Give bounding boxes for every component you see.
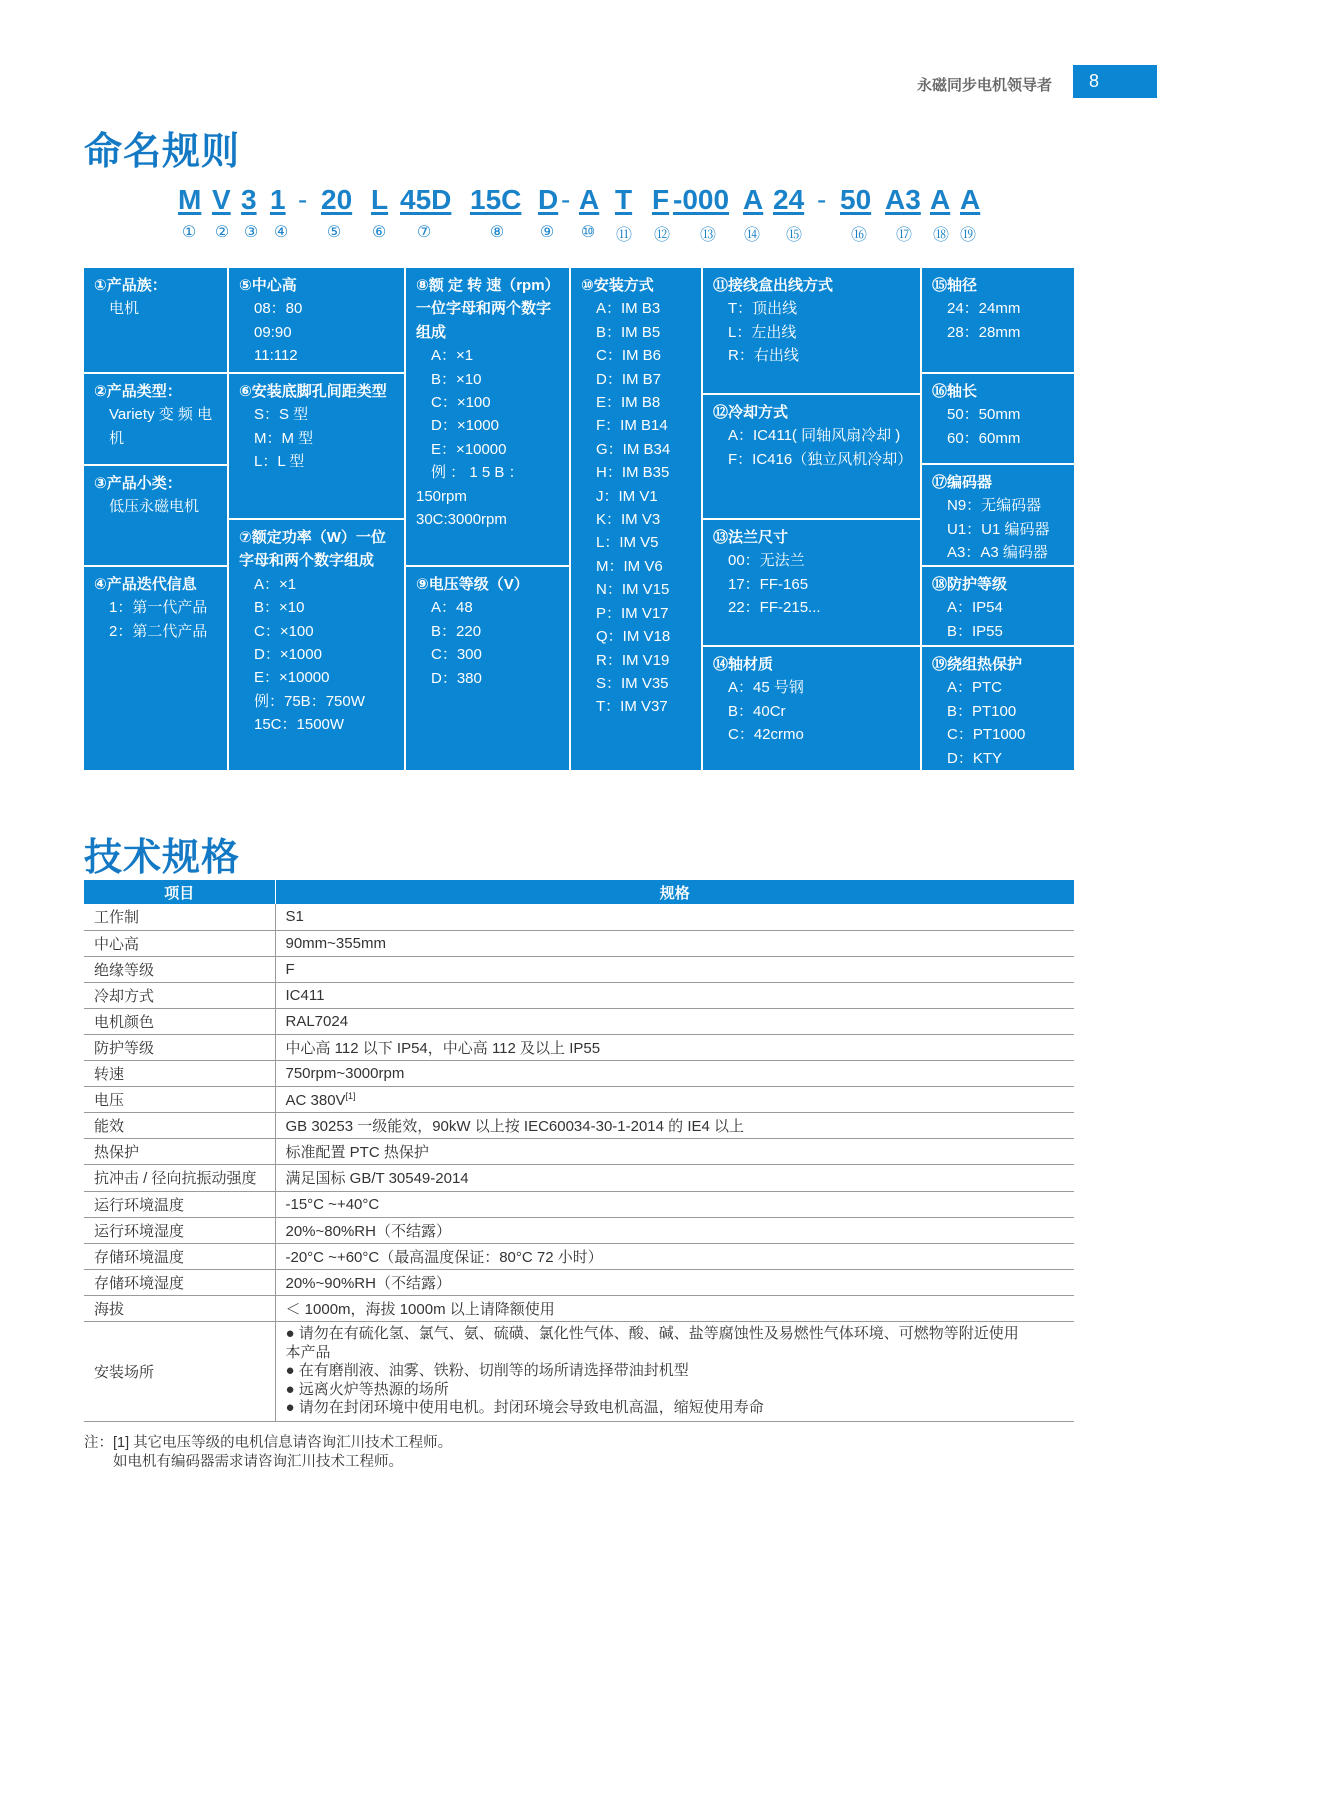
- code-part: A3: [885, 184, 921, 215]
- circled-number: ③: [243, 224, 259, 241]
- footnote-line: 注：[1] 其它电压等级的电机信息请咨询汇川技术工程师。: [84, 1435, 453, 1451]
- spec-item: 绝缘等级: [84, 956, 275, 982]
- spec-item: 能效: [84, 1113, 275, 1139]
- cell-line: T：顶出线: [728, 300, 798, 318]
- cell-line: A：×1: [254, 575, 297, 593]
- spec-item: 中心高: [84, 930, 275, 956]
- code-part: -000: [673, 184, 730, 215]
- table-row: [84, 1008, 1074, 1034]
- cell-line: 17：FF-165: [728, 575, 809, 593]
- spec-value: -20°C ~+60°C（最高温度保证：80°C 72 小时）: [275, 1243, 1074, 1269]
- cell-title: ⑰编码器: [932, 474, 993, 491]
- spec-value: RAL7024: [275, 1008, 1074, 1034]
- table-row: [84, 1061, 1074, 1087]
- table-row: [84, 1165, 1074, 1191]
- spec-header-item: 项目: [84, 880, 275, 904]
- table-row: [84, 1139, 1074, 1165]
- cell-title: 字母和两个数字组成: [239, 552, 375, 570]
- code-dash: -: [561, 184, 571, 215]
- code-part: M: [178, 184, 202, 215]
- install-line: ● 在有磨削液、油雾、铁粉、切削等的场所请选择带油封机型: [285, 1362, 689, 1379]
- code-numbers: [0, 222, 1157, 242]
- cell-line: S：S 型: [254, 406, 309, 424]
- naming-title: 命名规则: [84, 131, 241, 173]
- code-part: F: [652, 184, 670, 215]
- cell-mounting-type: [571, 268, 701, 770]
- cell-line: P：IM V17: [596, 604, 669, 622]
- cell-title: ⑤中心高: [239, 277, 297, 294]
- code-dash: -: [817, 184, 827, 215]
- cell-line: H：IM B35: [596, 464, 670, 482]
- cell-product-subclass: [84, 466, 227, 565]
- cell-line: 电机: [109, 300, 140, 318]
- spec-item: 海拔: [84, 1295, 275, 1321]
- spec-item: 运行环境温度: [84, 1191, 275, 1217]
- code-part: 24: [773, 184, 805, 215]
- cell-winding-protection: [922, 647, 1074, 770]
- cell-line: B：×10: [431, 370, 482, 388]
- circled-number: ⑮: [785, 227, 802, 244]
- spec-value: 20%~80%RH（不结露）: [275, 1217, 1074, 1243]
- cell-line: F：IM B14: [596, 417, 668, 435]
- cell-line: 例 ： 1 5 B ：: [431, 464, 524, 482]
- spec-item: 工作制: [84, 904, 275, 930]
- cell-title: ⑮轴径: [932, 277, 978, 294]
- circled-number: ②: [214, 224, 230, 241]
- header-slogan: 永磁同步电机领导者: [916, 77, 1052, 94]
- spec-item: 存储环境温度: [84, 1243, 275, 1269]
- cell-line: B：IM B5: [596, 323, 661, 341]
- cell-line: D：KTY: [947, 749, 1003, 767]
- code-part: 1: [270, 184, 286, 215]
- cell-line: 30C:3000rpm: [416, 511, 507, 529]
- table-row: [84, 1113, 1074, 1139]
- cell-line: 09:90: [254, 323, 292, 341]
- cell-line: A：IC411( 同轴风扇冷却 ): [728, 427, 901, 445]
- cell-line: 24：24mm: [947, 300, 1021, 318]
- spec-item: 电机颜色: [84, 1008, 275, 1034]
- cell-title: 组成: [416, 323, 447, 341]
- cell-title: ⑦额定功率（W）一位: [239, 529, 386, 546]
- footnote: [84, 1434, 452, 1472]
- cell-line: 15C：1500W: [254, 716, 345, 734]
- cell-line: 50：50mm: [947, 406, 1021, 424]
- spec-value: 中心高 112 以下 IP54，中心高 112 及以上 IP55: [275, 1034, 1074, 1060]
- cell-title: ⑱防护等级: [932, 576, 1008, 593]
- cell-foot-hole-type: [229, 374, 404, 518]
- cell-line: S：IM V35: [596, 674, 669, 692]
- footnote-ref: [1]: [345, 1090, 356, 1101]
- cell-line: N9：无编码器: [947, 497, 1042, 515]
- cell-title: ⑫冷却方式: [713, 404, 789, 421]
- cell-line: M：M 型: [254, 429, 314, 447]
- spec-value: IC411: [275, 982, 1074, 1008]
- table-row: [84, 956, 1074, 982]
- install-line: 本产品: [285, 1343, 331, 1361]
- spec-item: 防护等级: [84, 1034, 275, 1060]
- cell-line: 11:112: [254, 347, 298, 365]
- cell-line: 例：75B：750W: [254, 692, 365, 710]
- spec-value: 90mm~355mm: [275, 930, 1074, 956]
- cell-rated-power: [229, 520, 404, 770]
- code-part: A: [960, 184, 981, 215]
- spec-item: 运行环境湿度: [84, 1217, 275, 1243]
- cell-line: 00：无法兰: [728, 552, 805, 570]
- spec-title: 技术规格: [84, 837, 241, 879]
- cell-title: ⑪接线盒出线方式: [713, 277, 834, 294]
- cell-line: R：右出线: [728, 347, 799, 365]
- spec-value: 满足国标 GB/T 30549-2014: [275, 1165, 1074, 1191]
- code-part: A: [930, 184, 951, 215]
- cell-line: C：×100: [431, 394, 491, 412]
- cell-title: ②产品类型：: [94, 383, 182, 400]
- spec-header-row: [84, 880, 1074, 904]
- cell-encoder: [922, 465, 1074, 565]
- code-part: 20: [321, 184, 353, 215]
- cell-line: A：IM B3: [596, 300, 661, 318]
- spec-value: 20%~90%RH（不结露）: [275, 1269, 1074, 1295]
- code-dash: -: [298, 184, 308, 215]
- cell-line: T：IM V37: [596, 698, 668, 716]
- cell-line: 22：FF-215...: [728, 599, 821, 617]
- cell-title: ⑯轴长: [932, 383, 978, 400]
- table-row: [84, 1034, 1074, 1060]
- cell-line: A：×1: [431, 347, 474, 365]
- code-part: A: [579, 184, 600, 215]
- cell-voltage-level: [406, 567, 569, 770]
- cell-title: ⑧额 定 转 速（rpm）: [416, 277, 560, 294]
- spec-value: S1: [275, 904, 1074, 930]
- cell-line: 08：80: [254, 300, 303, 318]
- spec-item: 热保护: [84, 1139, 275, 1165]
- cell-line: E：×10000: [254, 669, 330, 687]
- cell-line: D：380: [431, 669, 482, 687]
- spec-value: ＜ 1000m，海拔 1000m 以上请降额使用: [275, 1295, 1074, 1321]
- cell-terminal-box: [703, 268, 920, 393]
- cell-line: C：42crmo: [728, 726, 804, 744]
- cell-cooling-method: [703, 395, 920, 518]
- cell-line: B：40Cr: [728, 702, 786, 720]
- table-row: [84, 1191, 1074, 1217]
- table-row: [84, 1269, 1074, 1295]
- code-part: 45D: [400, 184, 452, 215]
- cell-title: ⑨电压等级（V）: [416, 576, 529, 593]
- cell-line: F：IC416（独立风机冷却）: [728, 450, 913, 468]
- cell-title: ⑥安装底脚孔间距类型: [239, 383, 387, 400]
- circled-number: ⑥: [371, 224, 387, 241]
- cell-line: 60：60mm: [947, 429, 1021, 447]
- code-part: D: [538, 184, 559, 215]
- cell-line: B：PT100: [947, 702, 1017, 720]
- spec-table: [84, 880, 1074, 1422]
- spec-value: 标准配置 PTC 热保护: [275, 1139, 1074, 1165]
- cell-line: L：L 型: [254, 453, 305, 471]
- circled-number: ⑧: [489, 224, 505, 241]
- spec-value: [275, 1087, 1074, 1113]
- cell-shaft-material: [703, 647, 920, 770]
- cell-product-type: [84, 374, 227, 464]
- model-code: [0, 184, 1157, 220]
- cell-line: Variety 变 频 电: [109, 406, 213, 424]
- cell-line: A：48: [431, 599, 473, 617]
- cell-rated-speed: [406, 268, 569, 565]
- circled-number: ⑩: [580, 224, 596, 241]
- circled-number: ⑬: [699, 227, 716, 244]
- cell-title: ④产品迭代信息: [94, 576, 197, 593]
- cell-title: ⑲绕组热保护: [932, 656, 1023, 673]
- cell-title: ①产品族：: [94, 277, 167, 294]
- table-row: [84, 1087, 1074, 1113]
- cell-line: A：PTC: [947, 679, 1003, 697]
- cell-center-height: [229, 268, 404, 372]
- spec-value: F: [275, 956, 1074, 982]
- code-part: V: [212, 184, 231, 215]
- circled-number: ④: [273, 224, 289, 241]
- cell-protection-level: [922, 567, 1074, 645]
- cell-line: D：×1000: [431, 417, 499, 435]
- cell-line: B：220: [431, 622, 482, 640]
- code-part: 3: [241, 184, 257, 215]
- circled-number: ⑲: [959, 227, 976, 244]
- spec-item: 抗冲击 / 径向抗振动强度: [84, 1165, 275, 1191]
- cell-title: ③产品小类：: [94, 475, 182, 492]
- cell-line: 1：第一代产品: [109, 599, 208, 617]
- circled-number: ⑱: [932, 227, 949, 244]
- cell-line: R：IM V19: [596, 651, 670, 669]
- cell-line: L：左出线: [728, 323, 797, 341]
- cell-shaft-length: [922, 374, 1074, 463]
- spec-item: 电压: [84, 1087, 275, 1113]
- install-line: ● 请勿在有硫化氢、氯气、氨、硫磺、氯化性气体、酸、碱、盐等腐蚀性及易燃性气体环境、可燃物等附近使用: [285, 1325, 1019, 1342]
- cell-line: Q：IM V18: [596, 628, 671, 646]
- naming-grid: [84, 268, 1074, 770]
- voltage-value: AC 380V: [285, 1091, 346, 1109]
- install-line: ● 远离火炉等热源的场所: [285, 1380, 449, 1398]
- cell-line: 2：第二代产品: [109, 622, 208, 640]
- cell-line: K：IM V3: [596, 511, 661, 529]
- cell-product-iteration: [84, 567, 227, 770]
- install-line: ● 请勿在封闭环境中使用电机。封闭环境会导致电机高温，缩短使用寿命: [285, 1399, 764, 1416]
- cell-product-family: [84, 268, 227, 372]
- page-number: 8: [1073, 65, 1157, 98]
- circled-number: ⑯: [850, 227, 867, 244]
- cell-line: 150rpm: [416, 487, 467, 505]
- table-row: [84, 1243, 1074, 1269]
- cell-line: A3：A3 编码器: [947, 544, 1048, 562]
- cell-line: J：IM V1: [596, 487, 658, 505]
- spec-item: 冷却方式: [84, 982, 275, 1008]
- cell-line: C：IM B6: [596, 347, 662, 365]
- footnote-line: 如电机有编码器需求请咨询汇川技术工程师。: [113, 1454, 403, 1470]
- cell-line: C：PT1000: [947, 726, 1026, 744]
- circled-number: ⑤: [326, 224, 342, 241]
- cell-line: E：IM B8: [596, 394, 661, 412]
- cell-title: ⑬法兰尺寸: [713, 529, 789, 546]
- cell-line: M：IM V6: [596, 557, 663, 575]
- circled-number: ⑪: [615, 227, 632, 244]
- cell-line: 28：28mm: [947, 323, 1021, 341]
- cell-title: ⑩安装方式: [581, 277, 654, 294]
- cell-line: L：IM V5: [596, 534, 659, 552]
- spec-value: [275, 1322, 1074, 1422]
- code-part: 15C: [470, 184, 522, 215]
- cell-line: C：300: [431, 646, 482, 664]
- cell-line: 机: [109, 429, 125, 447]
- spec-header-spec: 规格: [275, 880, 1074, 904]
- circled-number: ①: [181, 224, 197, 241]
- table-row: [84, 904, 1074, 930]
- cell-line: C：×100: [254, 622, 314, 640]
- cell-line: D：IM B7: [596, 370, 662, 388]
- cell-line: U1：U1 编码器: [947, 520, 1050, 538]
- circled-number: ⑨: [539, 224, 555, 241]
- table-row: [84, 1217, 1074, 1243]
- spec-item: 安装场所: [84, 1322, 275, 1422]
- table-row: [84, 982, 1074, 1008]
- cell-title: ⑭轴材质: [713, 656, 774, 673]
- cell-line: 低压永磁电机: [109, 498, 200, 516]
- cell-line: D：×1000: [254, 646, 322, 664]
- code-part: 50: [840, 184, 872, 215]
- cell-line: B：×10: [254, 599, 305, 617]
- cell-line: B：IP55: [947, 622, 1003, 640]
- cell-flange-size: [703, 520, 920, 645]
- table-row: [84, 930, 1074, 956]
- cell-shaft-diameter: [922, 268, 1074, 372]
- spec-value: -15°C ~+40°C: [275, 1191, 1074, 1217]
- code-part: T: [615, 184, 633, 215]
- spec-value: 750rpm~3000rpm: [275, 1061, 1074, 1087]
- cell-line: A：45 号钢: [728, 679, 804, 697]
- table-row: [84, 1322, 1074, 1422]
- code-part: A: [743, 184, 764, 215]
- cell-line: G：IM B34: [596, 440, 671, 458]
- spec-item: 存储环境湿度: [84, 1269, 275, 1295]
- cell-line: E：×10000: [431, 440, 507, 458]
- circled-number: ⑭: [743, 227, 760, 244]
- circled-number: ⑫: [653, 227, 670, 244]
- cell-line: N：IM V15: [596, 581, 670, 599]
- cell-line: A：IP54: [947, 599, 1003, 617]
- spec-value: GB 30253 一级能效，90kW 以上按 IEC60034-30-1-2014 的 IE4 以上: [275, 1113, 1074, 1139]
- circled-number: ⑦: [416, 224, 432, 241]
- circled-number: ⑰: [895, 227, 912, 244]
- spec-item: 转速: [84, 1061, 275, 1087]
- cell-title: 一位字母和两个数字: [416, 300, 552, 318]
- table-row: [84, 1295, 1074, 1321]
- code-part: L: [371, 184, 389, 215]
